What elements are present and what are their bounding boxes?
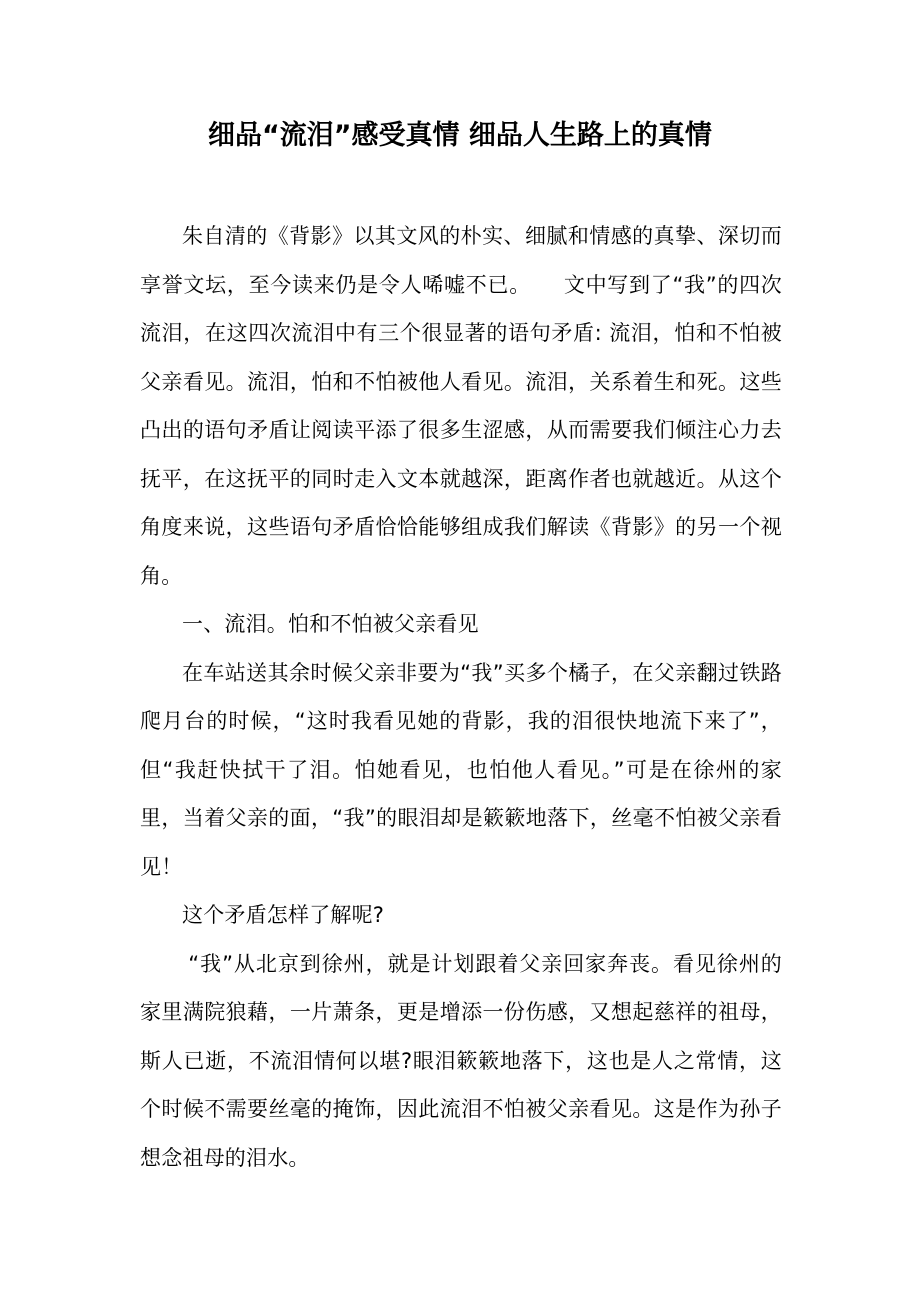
paragraph-question: 这个矛盾怎样了解呢?: [182, 903, 385, 927]
paragraph-station: 在车站送其余时候父亲非要为“我”买多个橘子，在父亲翻过铁路爬月台的时候，“这时我看见她的背影，我的泪很快地流下来了”，但“我赶快拭干了泪。怕她看见，也怕他人看见。”可是在徐州的家里，当着父亲的面，“我”的眼泪却是簌簌地落下，丝毫不怕被父亲看见！: [140, 660, 782, 879]
paragraph-xuzhou: “我”从北京到徐州，就是计划跟着父亲回家奔丧。看见徐州的家里满院狼藉，一片萧条，更是增添一份伤感，又想起慈祥的祖母，斯人已逝，不流泪情何以堪?眼泪簌簌地落下，这也是人之常情，这个时候不需要丝毫的掩饰，因此流泪不怕被父亲看见。这是作为孙子想念祖母的泪水。: [140, 951, 782, 1170]
document-body: [140, 212, 782, 1182]
section-heading-1: 一、流泪。怕和不怕被父亲看见: [182, 612, 479, 636]
document-title: 细品“流泪”感受真情 细品人生路上的真情: [208, 120, 712, 151]
paragraph-intro: 朱自清的《背影》以其文风的朴实、细腻和情感的真挚、深切而享誉文坛，至今读来仍是令人唏嘘不已。 文中写到了“我”的四次流泪，在这四次流泪中有三个很显著的语句矛盾: 流泪，怕和不怕被父亲看见。流泪，怕和不怕被他人看见。流泪，关系着生和死。这些凸出的语句矛盾让阅读平添了很多生涩感，从而需要我们倾注心力去抚平，在这抚平的同时走入文本就越深，距离作者也就越近。从这个角度来说，这些语句矛盾恰恰能够组成我们解读《背影》的另一个视角。: [140, 224, 782, 588]
